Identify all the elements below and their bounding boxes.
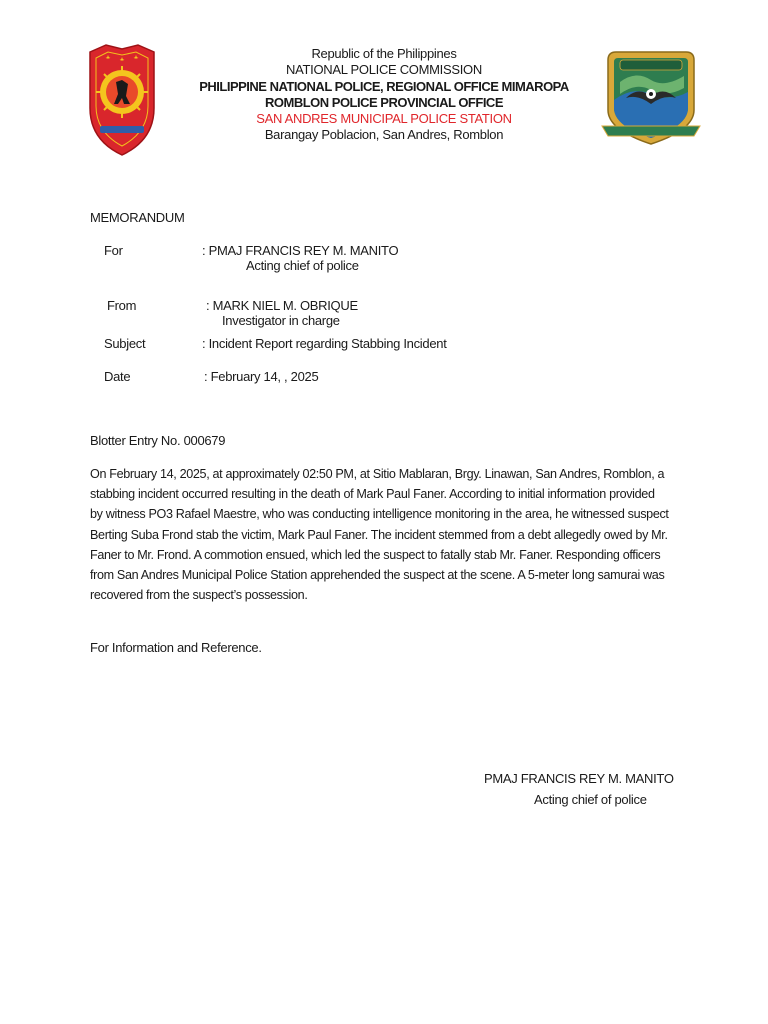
header-pnp-region: PHILIPPINE NATIONAL POLICE, REGIONAL OFFICE MIMAROPA [199, 78, 569, 94]
memo-date-label: Date [104, 369, 131, 384]
memo-for-value: : PMAJ FRANCIS REY M. MANITO [202, 243, 399, 258]
memo-from-label: From [107, 298, 137, 313]
incident-narrative: On February 14, 2025, at approximately 02:50 PM, at Sitio Mablaran, Brgy. Linawan, San Andres, Romblon, a stabbing incident occurred resulting in the death of Mark Paul Faner. According to initial information provided by witness PO3 Rafael Maestre, who was conducting intelligence monitoring in the area, he witnessed suspect Berting Suba Frond stab the victim, Mark Paul Faner. The incident stemmed from a debt allegedly owed by Mr. Faner to Mr. Frond. A commotion ensued, which led the suspect to fatally stab Mr. Faner. Responding officers from San Andres Municipal Police Station apprehended the suspect at the scene. A 5-meter long samurai was recovered from the suspect’s possession. [90, 467, 669, 603]
header-station: SAN ANDRES MUNICIPAL POLICE STATION [256, 111, 512, 127]
closing-line: For Information and Reference. [90, 640, 262, 655]
signature-name: PMAJ FRANCIS REY M. MANITO [484, 771, 674, 786]
signature-title: Acting chief of police [534, 792, 647, 807]
memo-for-sub: Acting chief of police [246, 258, 359, 273]
memo-title: MEMORANDUM [90, 210, 185, 225]
memo-subject-label: Subject [104, 336, 146, 351]
memo-from-value: : MARK NIEL M. OBRIQUE [206, 298, 358, 313]
memo-for-label: For [104, 243, 123, 258]
header-provincial-office: ROMBLON POLICE PROVINCIAL OFFICE [265, 94, 503, 110]
header-republic: Republic of the Philippines [311, 46, 457, 61]
header-napolcom: NATIONAL POLICE COMMISSION [286, 62, 482, 78]
memo-date-value: : February 14, , 2025 [204, 369, 319, 384]
letterhead [160, 46, 608, 144]
pnp-seal-logo [86, 42, 158, 158]
memo-subject-value: : Incident Report regarding Stabbing Incident [202, 336, 447, 351]
san-andres-mps-badge-logo [598, 48, 704, 148]
header-address: Barangay Poblacion, San Andres, Romblon [264, 127, 504, 143]
memo-from-sub: Investigator in charge [222, 313, 340, 328]
blotter-entry: Blotter Entry No. 000679 [90, 433, 226, 448]
